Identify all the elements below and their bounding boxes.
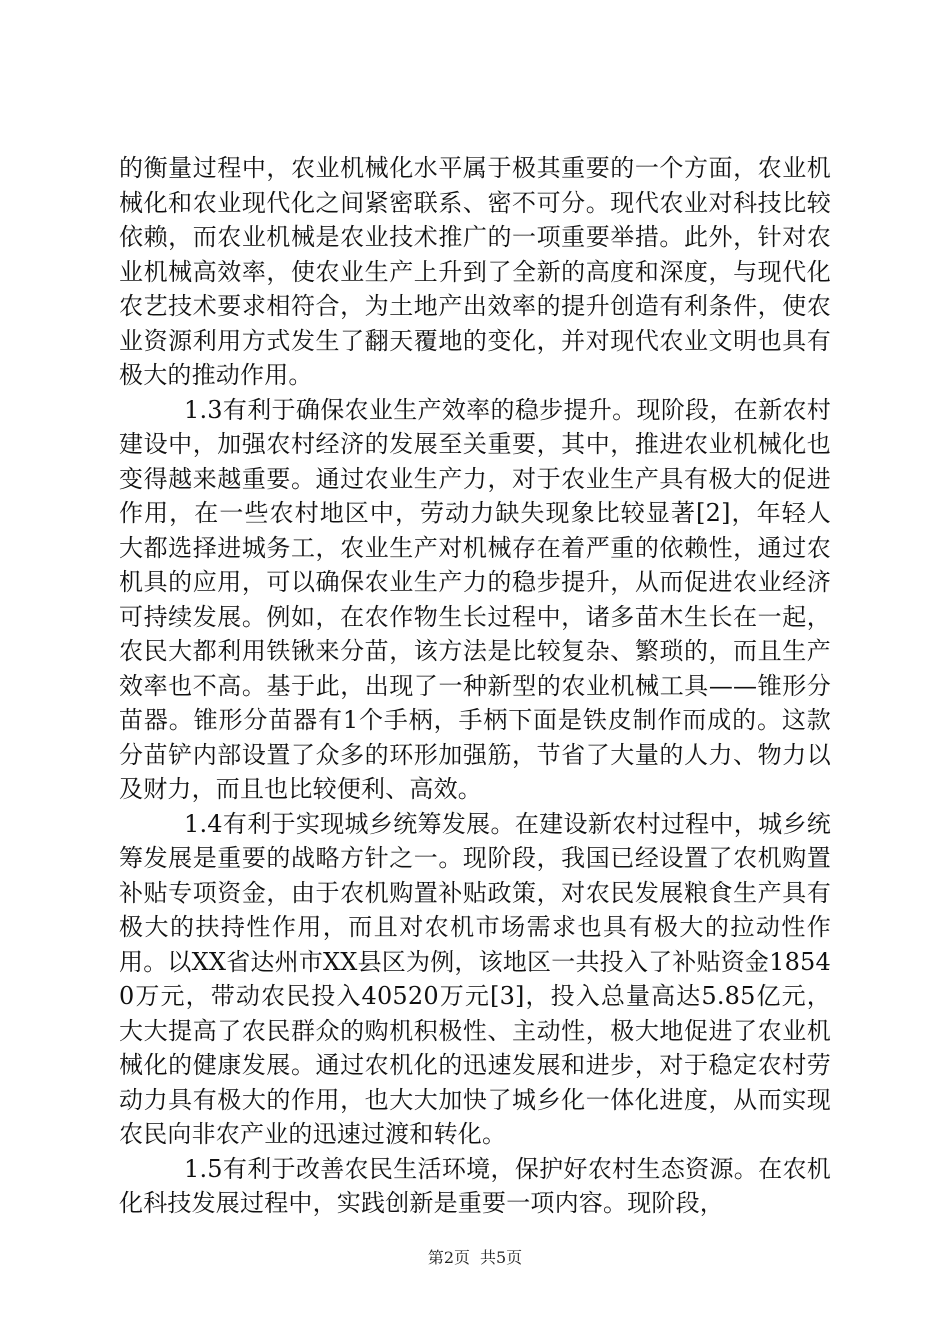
paragraph-continuation: 的衡量过程中，农业机械化水平属于极其重要的一个方面，农业机械化和农业现代化之间紧密联系、密不可分。现代农业对科技比较依赖，而农业机械是农业技术推广的一项重要举措。此外，针对农业机械高效率，使农业生产上升到了全新的高度和深度，与现代化农艺技术要求相符合，为土地产出效率的提升创造有利条件，使农业资源利用方式发生了翻天覆地的变化，并对现代农业文明也具有极大的推动作用。 — [119, 154, 831, 389]
paragraph-section-1-3: 1.3有利于确保农业生产效率的稳步提升。现阶段，在新农村建设中，加强农村经济的发展至关重要，其中，推进农业机械化也变得越来越重要。通过农业生产力，对于农业生产具有极大的促进作用，在一些农村地区中，劳动力缺失现象比较显著[2]，年轻人大都选择进城务工，农业生产对机械存在着严重的依赖性，通过农机具的应用，可以确保农业生产力的稳步提升，从而促进农业经济可持续发展。例如，在农作物生长过程中，诸多苗木生长在一起，农民大都利用铁锹来分苗，该方法是比较复杂、繁琐的，而且生产效率也不高。基于此，出现了一种新型的农业机械工具——锥形分苗器。锥形分苗器有1个手柄，手柄下面是铁皮制作而成的。这款分苗铲内部设置了众多的环形加强筋，节省了大量的人力、物力以及财力，而且也比较便利、高效。 — [119, 395, 831, 803]
paragraph-section-1-5: 1.5有利于改善农民生活环境，保护好农村生态资源。在农机化科技发展过程中，实践创新是重要一项内容。现阶段， — [119, 1154, 831, 1217]
page-number: 第2页 — [427, 1248, 470, 1267]
paragraph-section-1-4: 1.4有利于实现城乡统筹发展。在建设新农村过程中，城乡统筹发展是重要的战略方针之一。现阶段，我国已经设置了农机购置补贴专项资金，由于农机购置补贴政策，对农民发展粮食生产具有极大的扶持性作用，而且对农机市场需求也具有极大的拉动性作用。以XX省达州市XX县区为例，该地区一共投入了补贴资金18540万元，带动农民投入40520万元[3]，投入总量高达5.85亿元，大大提高了农民群众的购机积极性、主动性，极大地促进了农业机械化的健康发展。通过农机化的迅速发展和进步，对于稳定农村劳动力具有极大的作用，也大大加快了城乡化一体化进度，从而实现农民向非农产业的迅速过渡和转化。 — [119, 809, 831, 1148]
page-footer — [0, 1245, 950, 1268]
page-total: 共5页 — [480, 1248, 523, 1267]
body-text — [119, 151, 831, 1221]
